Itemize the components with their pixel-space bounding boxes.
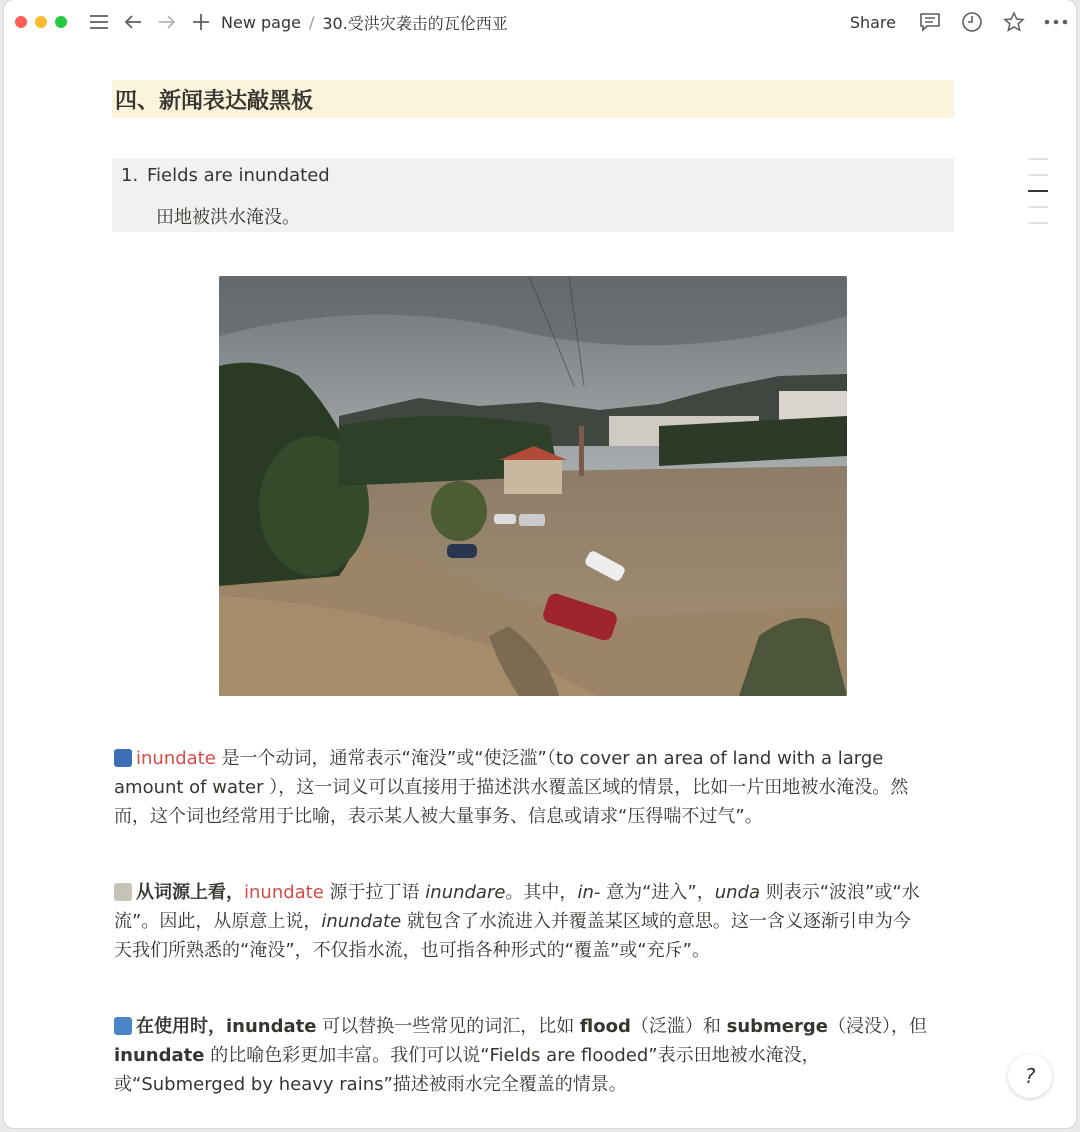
p3-bold-intro: 在使用时， (136, 1016, 226, 1037)
toc-line[interactable] (1028, 174, 1048, 176)
help-button[interactable] (1008, 1054, 1052, 1098)
p2-text: 意为“进入”， (600, 882, 715, 903)
toc-line[interactable] (1028, 206, 1048, 208)
breadcrumb-page-title[interactable]: 30.受洪灾袭击的瓦伦西亚 (322, 13, 508, 33)
favorite-star-icon[interactable] (1002, 10, 1026, 34)
p2-line3: 天我们所熟悉的“淹没”，不仅指水流，也可指各种形式的“覆盖”或“充斥”。 (114, 940, 710, 961)
p3-text: 的比喻色彩更加丰富。我们可以说“Fields are flooded”表示田地被水淹没， (204, 1045, 820, 1066)
topbar (4, 0, 1076, 44)
breadcrumb (221, 11, 508, 34)
toc-line-active[interactable] (1028, 190, 1048, 192)
p2-text: 流”。因此，从原意上说， (114, 911, 322, 932)
p2-text: 源于拉丁语 (323, 882, 426, 903)
p2-bold-intro: 从词源上看， (136, 882, 244, 903)
p2-text: 就包含了水流进入并覆盖某区域的意思。这一含义逐渐引申为今 (401, 911, 911, 932)
paragraph-etymology[interactable] (114, 878, 954, 965)
close-window-button[interactable] (15, 16, 27, 28)
p1-line1: 是一个动词，通常表示“淹没”或“使泛滥”（to cover an area of land with a large (215, 748, 884, 769)
zoom-window-button[interactable] (55, 16, 67, 28)
list-item-translation: 田地被洪水淹没。 (156, 207, 300, 228)
keyword-inundate: inundate (136, 748, 216, 769)
word-flood: flood (579, 1016, 631, 1037)
help-icon: ? (1024, 1064, 1036, 1088)
table-of-contents-minimap[interactable] (1028, 158, 1048, 224)
keyword-inundate: inundate (244, 882, 324, 903)
breadcrumb-separator: / (308, 12, 315, 32)
history-clock-icon[interactable] (960, 10, 984, 34)
keyword-inundate: inundate (114, 1045, 205, 1066)
share-button[interactable]: Share (849, 12, 896, 32)
list-number: 1. (121, 165, 139, 186)
list-item-text: Fields are inundated (147, 165, 330, 186)
toc-line[interactable] (1028, 158, 1048, 160)
sidebar-menu-icon[interactable] (87, 10, 111, 34)
numbered-list-block[interactable] (112, 158, 954, 232)
latin-word: inundare (425, 882, 506, 903)
more-options-icon[interactable] (1044, 10, 1068, 34)
word-submerge: submerge (726, 1016, 828, 1037)
paragraph-meaning[interactable] (114, 744, 954, 831)
comment-icon[interactable] (918, 10, 942, 34)
bank-icon (114, 883, 132, 901)
keyword-inundate: inundate (226, 1016, 317, 1037)
paragraph-usage[interactable] (114, 1012, 954, 1099)
breadcrumb-new-page[interactable]: New page (221, 12, 301, 32)
section-heading[interactable]: 四、新闻表达敲黑板 (112, 80, 954, 118)
p1-line2: amount of water ），这一词义可以直接用于描述洪水覆盖区域的情景，比如一片田地被水淹没。然 (114, 777, 909, 798)
toc-line[interactable] (1028, 222, 1048, 224)
prefix-in: in- (577, 882, 601, 903)
wave-icon (114, 749, 132, 767)
repeat-icon (114, 1017, 132, 1035)
minimize-window-button[interactable] (35, 16, 47, 28)
root-unda: unda (714, 882, 760, 903)
p2-text: 。其中， (505, 882, 578, 903)
flood-photo[interactable] (219, 276, 847, 696)
p3-text: 可以替换一些常见的词汇，比如 (316, 1016, 580, 1037)
p1-line3: 而，这个词也经常用于比喻，表示某人被大量事务、信息或请求“压得喘不过气”。 (114, 806, 763, 827)
p2-text: 则表示“波浪”或“水 (760, 882, 920, 903)
add-page-icon[interactable] (189, 10, 213, 34)
window-controls (15, 16, 67, 28)
p3-text: （泛滥）和 (630, 1016, 727, 1037)
back-arrow-icon[interactable] (121, 10, 145, 34)
p3-text: （浸没），但 (827, 1016, 927, 1037)
p3-line3: 或“Submerged by heavy rains”描述被雨水完全覆盖的情景。 (114, 1074, 627, 1095)
keyword-italic: inundate (321, 911, 402, 932)
app-window (4, 0, 1076, 1128)
forward-arrow-icon[interactable] (155, 10, 179, 34)
